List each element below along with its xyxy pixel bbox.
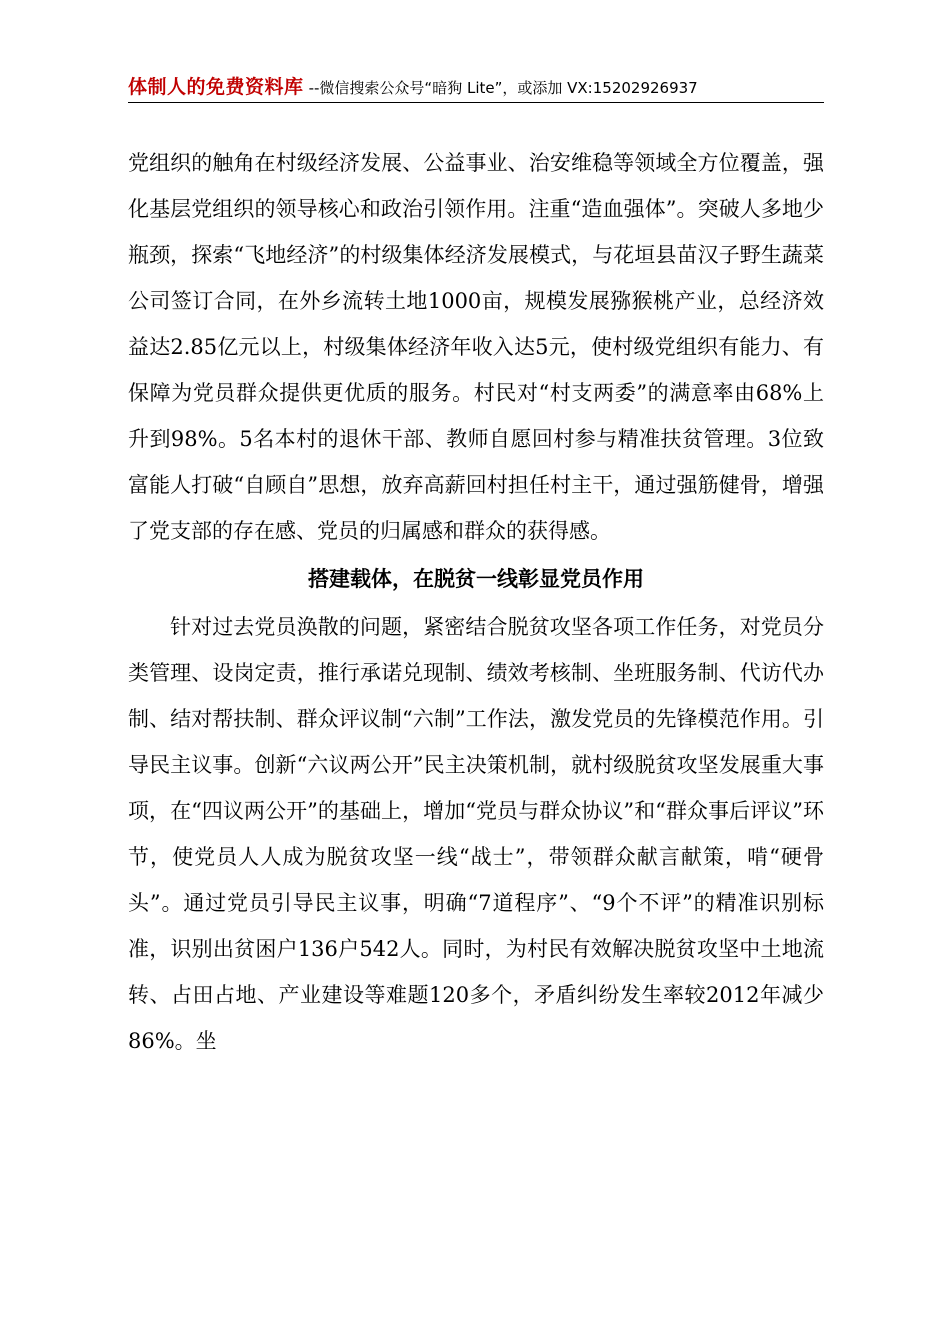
body-paragraph: 针对过去党员涣散的问题，紧密结合脱贫攻坚各项工作任务，对党员分类管理、设岗定责，推行承诺兑现制、绩效考核制、坐班服务制、代访代办制、结对帮扶制、群众评议制“六制”工作法，激发党员的先锋模范作用。引导民主议事。创新“六议两公开”民主决策机制，就村级脱贫攻坚发展重大事项，在“四议两公开”的基础上，增加“党员与群众协议”和“群众事后评议”环节，使党员人人成为脱贫攻坚一线“战士”，带领群众献言献策，啃“硬骨头”。通过党员引导民主议事，明确“7道程序”、“9个不评”的精准识别标准，识别出贫困户136户542人。同时，为村民有效解决脱贫攻坚中土地流转、占田占地、产业建设等难题120多个，矛盾纠纷发生率较2012年减少86%。坐	[128, 615, 824, 1053]
document-body	[128, 140, 824, 1064]
document-header	[128, 72, 824, 103]
header-contact-note: --微信搜索公众号“暗狗 Lite”，或添加 VX:15202926937	[308, 79, 698, 97]
body-paragraph: 党组织的触角在村级经济发展、公益事业、治安维稳等领域全方位覆盖，强化基层党组织的领导核心和政治引领作用。注重“造血强体”。突破人多地少瓶颈，探索“飞地经济”的村级集体经济发展模式，与花垣县苗汉子野生蔬菜公司签订合同，在外乡流转土地1000亩，规模发展猕猴桃产业，总经济效益达2.85亿元以上，村级集体经济年收入达5元，使村级党组织有能力、有保障为党员群众提供更优质的服务。村民对“村支两委”的满意率由68%上升到98%。5名本村的退休干部、教师自愿回村参与精准扶贫管理。3位致富能人打破“自顾自”思想，放弃高薪回村担任村主干，通过强筋健骨，增强了党支部的存在感、党员的归属感和群众的获得感。	[128, 151, 824, 543]
header-brand: 体制人的免费资料库	[128, 76, 304, 98]
section-heading: 搭建载体，在脱贫一线彰显党员作用	[308, 567, 644, 591]
